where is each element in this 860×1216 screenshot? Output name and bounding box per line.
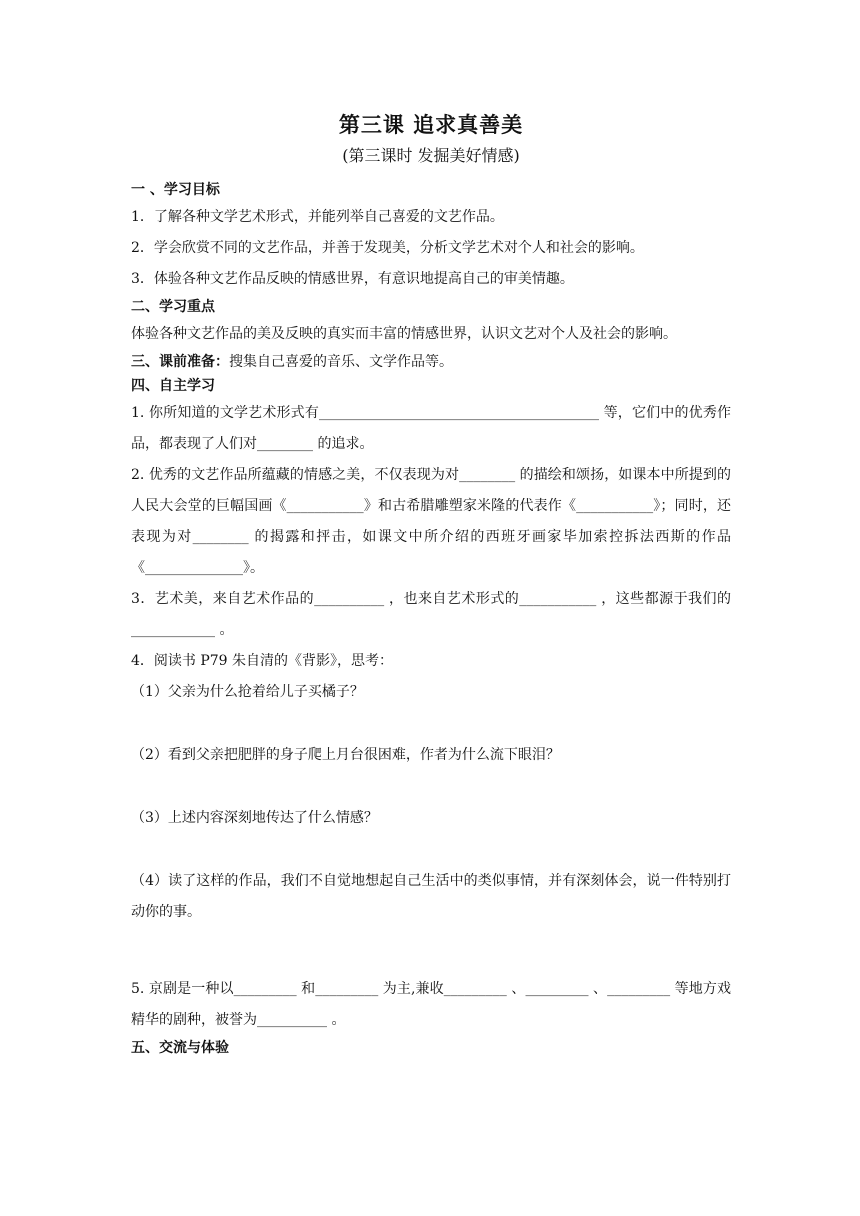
- question-4-1: （1）父亲为什么抢着给儿子买橘子？: [131, 684, 364, 700]
- focus-text: 体验各种文艺作品的美及反映的真实而丰富的情感世界，认识文艺对个人及社会的影响。: [131, 326, 677, 342]
- preparation-label: 三、课前准备：: [131, 354, 229, 370]
- page-title: 第三课 追求真善美: [338, 112, 524, 137]
- section-heading-goals: 一 、学习目标: [131, 182, 220, 198]
- goal-item: 3．体验各种文艺作品反映的情感世界，有意识地提高自己的审美情趣。: [131, 271, 574, 287]
- preparation-text: 搜集自己喜爱的音乐、文学作品等。: [229, 354, 453, 370]
- question-3: 3．艺术美，来自艺术作品的__________ ，也来自艺术形式的___________ ，这些都源于我们的____________ 。: [131, 591, 731, 638]
- goal-item: 1．了解各种文学艺术形式，并能列举自己喜爱的文艺作品。: [131, 209, 504, 225]
- section-heading-preparation: [131, 350, 731, 374]
- answer-space: [131, 771, 731, 803]
- section-heading-self-study: 四、自主学习: [131, 378, 215, 394]
- goal-item: 2．学会欣赏不同的文艺作品，并善于发现美，分析文学艺术对个人和社会的影响。: [131, 240, 644, 256]
- question-4-3: （3）上述内容深刻地传达了什么情感？: [131, 810, 378, 826]
- section-heading-focus: 二、学习重点: [131, 299, 215, 315]
- question-4-4: （4）读了这样的作品，我们不自觉地想起自己生活中的类似事情，并有深刻体会，说一件特别打动你的事。: [131, 873, 731, 920]
- section-heading-exchange: 五、交流与体验: [131, 1040, 229, 1056]
- answer-space: [131, 708, 731, 740]
- question-5: 5. 京剧是一种以_________ 和_________ 为主,兼收_________ 、_________ 、_________ 等地方戏精华的剧种，被誉为__________ 。: [131, 981, 731, 1028]
- worksheet-page: [131, 110, 731, 1060]
- question-2: 2. 优秀的文艺作品所蕴藏的情感之美，不仅表现为对________ 的描绘和颂扬，如课本中所提到的人民大会堂的巨幅国画《___________》和古希腊雕塑家米隆的代表作《___________》；同时，还表现为对________ 的揭露和抨击，如课文中所介绍的西班牙画家毕加索控拆法西斯的作品《______________》。: [131, 467, 731, 576]
- question-4-2: （2）看到父亲把肥胖的身子爬上月台很困难，作者为什么流下眼泪？: [131, 747, 560, 763]
- question-1: 1. 你所知道的文学艺术形式有________________________________________ 等，它们中的优秀作品，都表现了人们对________ 的追求。: [131, 405, 731, 452]
- answer-space: [131, 834, 731, 866]
- page-subtitle: (第三课时 发掘美好情感): [342, 146, 520, 165]
- answer-space: [131, 928, 731, 974]
- question-4: 4．阅读书 P79 朱自清的《背影》，思考：: [131, 653, 394, 669]
